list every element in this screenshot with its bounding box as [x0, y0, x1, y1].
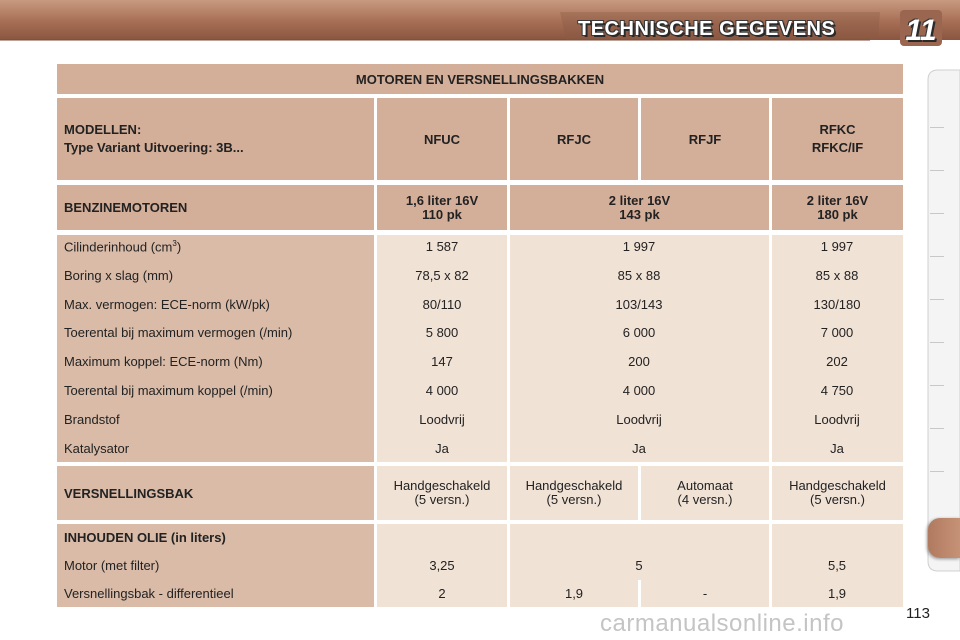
spec-value: 85 x 88 — [617, 268, 661, 283]
spec-value: 7 000 — [820, 325, 854, 340]
spec-label: Katalysator — [64, 441, 130, 456]
spec-label: Boring x slag (mm) — [64, 268, 174, 283]
page-number: 113 — [906, 605, 930, 622]
side-tab-column — [926, 68, 960, 573]
spec-label: Maximum koppel: ECE-norm (Nm) — [64, 354, 263, 369]
model-code-rfkc — [772, 98, 903, 180]
model-code-rfjc: RFJC — [510, 98, 638, 180]
spec-value: 78,5 x 82 — [415, 268, 469, 283]
tab-divider — [930, 127, 944, 128]
spec-value: Loodvrij — [814, 412, 860, 427]
oil-diff-value: 2 — [438, 586, 446, 601]
spec-value: 85 x 88 — [815, 268, 859, 283]
spec-label: Cilinderinhoud $(cm^3)$ — [64, 239, 182, 255]
tab-divider — [930, 170, 944, 171]
tab-divider — [930, 213, 944, 214]
spec-label: Max. vermogen: ECE-norm (kW/pk) — [64, 297, 270, 312]
gearbox-4-type: Handgeschakeld — [789, 478, 886, 493]
gearbox-1-gears: (5 versn.) — [414, 492, 470, 507]
spec-value: Loodvrij — [419, 412, 465, 427]
spec-value: 80/110 — [422, 297, 462, 312]
gearbox-label: VERSNELLINGSBAK — [57, 466, 374, 520]
engines-label: BENZINEMOTOREN — [57, 185, 374, 230]
spec-label: Brandstof — [64, 412, 120, 427]
tab-divider — [930, 299, 944, 300]
gearbox-1 — [377, 466, 507, 520]
spec-value: 4 000 — [425, 383, 459, 398]
engine-3 — [772, 185, 903, 230]
watermark: carmanualsonline.info — [600, 610, 844, 637]
gearbox-3-gears: (4 versn.) — [677, 492, 733, 507]
spec-value: Ja — [830, 441, 844, 456]
side-tab-graphic — [926, 68, 960, 573]
spec-value: 5 800 — [425, 325, 459, 340]
spec-value: 200 — [628, 354, 650, 369]
spec-value: 1 587 — [425, 239, 459, 254]
spec-value: Loodvrij — [616, 412, 662, 427]
gearbox-2-gears: (5 versn.) — [546, 492, 602, 507]
spec-label: Toerental bij maximum vermogen (/min) — [64, 325, 293, 340]
page-title: TECHNISCHE GEGEVENS — [578, 18, 836, 40]
spec-value: 103/143 — [615, 297, 663, 312]
spec-label: Toerental bij maximum koppel (/min) — [64, 383, 273, 398]
chapter-number: 11 — [905, 14, 937, 47]
engine-2 — [510, 185, 769, 230]
header-banner — [0, 0, 960, 50]
engine-2-power: 143 pk — [619, 206, 660, 222]
oil-diff-divider — [638, 580, 641, 607]
engine-1-size: 1,6 liter 16V — [405, 192, 479, 208]
gearbox-3-type: Automaat — [677, 478, 733, 493]
tab-divider — [930, 256, 944, 257]
spec-value: 1 997 — [820, 239, 854, 254]
oil-motor-value: 5,5 — [827, 558, 847, 573]
oil-motor-label: Motor (met filter) — [64, 558, 160, 573]
spec-value: 130/180 — [813, 297, 861, 312]
gearbox-4-gears: (5 versn.) — [810, 492, 865, 507]
gearbox-4 — [772, 466, 903, 520]
oil-diff-label: Versnellingsbak - differentieel — [64, 586, 234, 601]
models-label-line2: Type Variant Uitvoering: 3B... — [64, 140, 244, 155]
gearbox-2 — [510, 466, 638, 520]
spec-value: 6 000 — [622, 325, 656, 340]
tab-divider — [930, 428, 944, 429]
tab-divider — [930, 385, 944, 386]
gearbox-3 — [641, 466, 769, 520]
oil-label: INHOUDEN OLIE (in liters) — [64, 530, 226, 545]
spec-value: 4 750 — [820, 383, 854, 398]
spec-value: 147 — [431, 354, 453, 369]
spec-label-superscript: 3 — [172, 239, 177, 248]
model-code-rfkc-line1: RFKC — [819, 122, 856, 137]
oil-motor-value: 3,25 — [429, 558, 455, 573]
engine-3-power: 180 pk — [817, 206, 858, 222]
oil-motor-value: 5 — [635, 558, 643, 573]
oil-diff-value: - — [702, 586, 708, 601]
section-title: MOTOREN EN VERSNELLINGSBAKKEN — [57, 64, 903, 94]
chapter-tab-active[interactable] — [928, 518, 960, 558]
spec-value: Ja — [435, 441, 449, 456]
model-code-rfjf: RFJF — [641, 98, 769, 180]
gearbox-2-type: Handgeschakeld — [525, 478, 623, 493]
oil-diff-value: 1,9 — [564, 586, 584, 601]
engine-1 — [377, 185, 507, 230]
spec-value: Ja — [632, 441, 646, 456]
engine-2-size: 2 liter 16V — [608, 192, 671, 208]
tab-divider — [930, 342, 944, 343]
model-code-rfkc-line2: RFKC/IF — [811, 140, 864, 155]
engine-3-size: 2 liter 16V — [806, 192, 869, 208]
spec-value: 4 000 — [622, 383, 656, 398]
models-label-line1: MODELLEN: — [64, 122, 142, 137]
gearbox-1-type: Handgeschakeld — [393, 478, 491, 493]
tab-divider — [930, 471, 944, 472]
spec-value: 202 — [826, 354, 848, 369]
spec-value: 1 997 — [622, 239, 656, 254]
models-label — [57, 98, 374, 180]
engine-1-power: 110 pk — [422, 206, 462, 222]
oil-diff-value: 1,9 — [827, 586, 847, 601]
model-code-nfuc: NFUC — [377, 98, 507, 180]
